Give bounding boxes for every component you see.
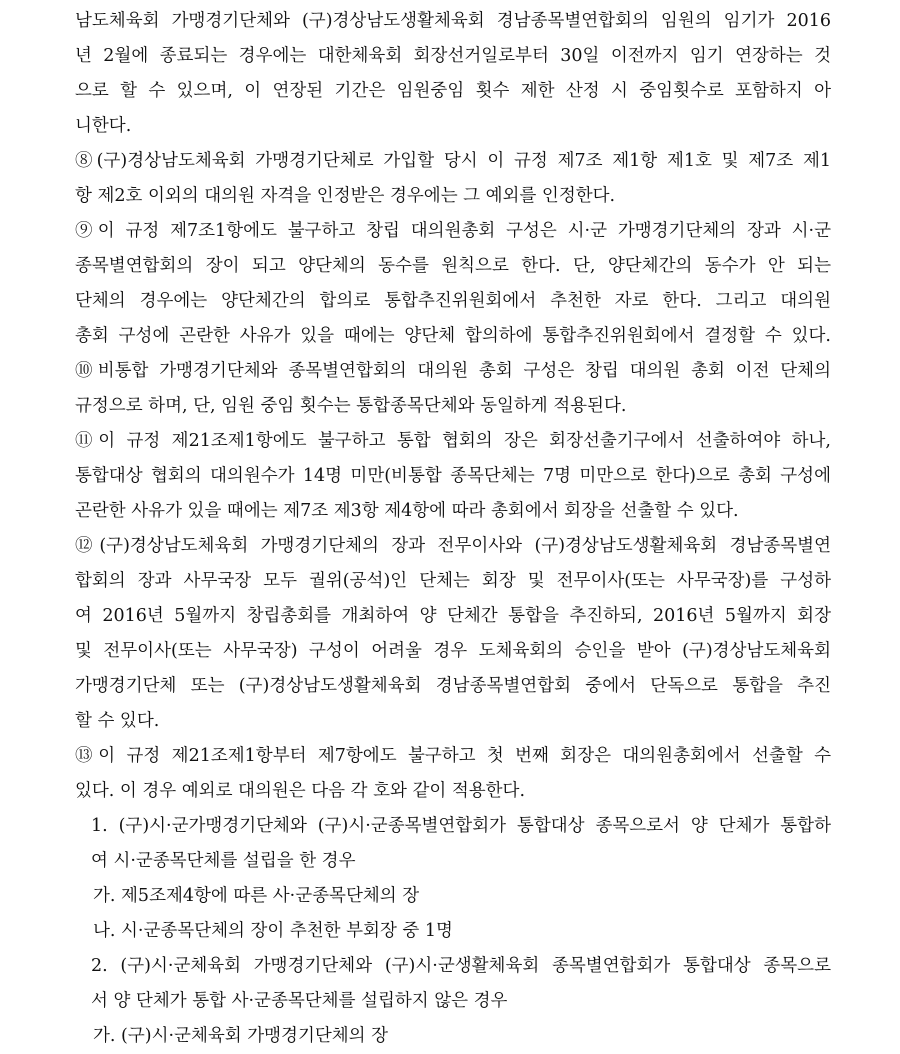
text-line: ⑨이 규정 제7조1항에도 불구하고 창립 대의원총회 구성은 시·군 가맹경기단체의 장과 시·군 — [75, 221, 831, 241]
text-line: 단체의 경우에는 양단체간의 합의로 통합추진위원회에서 추천한 자로 한다. 그리고 대의원 — [75, 291, 831, 311]
text-line: 항 제2호 이외의 대의원 자격을 인정받은 경우에는 그 예외를 인정한다. — [75, 186, 616, 206]
sub-list-item: 나. 시·군종목단체의 장이 추천한 부회장 중 1명 — [93, 921, 453, 941]
list-item: 2. (구)시·군체육회 가맹경기단체와 (구)시·군생활체육회 종목별연합회가 통합대상 종목으로 — [91, 956, 831, 976]
text-line: ⑧(구)경상남도체육회 가맹경기단체로 가입할 당시 이 규정 제7조 제1항 제1호 및 제7조 제1 — [75, 151, 831, 171]
text-line: 있다. 이 경우 예외로 대의원은 다음 각 호와 같이 적용한다. — [75, 781, 526, 801]
text-line: 규정으로 하며, 단, 임원 중임 횟수는 통합종목단체와 동일하게 적용된다. — [75, 396, 627, 416]
text-line: 여 2016년 5월까지 창립총회를 개최하여 양 단체간 통합을 추진하되, 2016년 5월까지 회장 — [75, 606, 831, 626]
text-line: ⑫(구)경상남도체육회 가맹경기단체의 장과 전무이사와 (구)경상남도생활체육회 경남종목별연 — [75, 536, 831, 556]
list-item: 여 시·군종목단체를 설립을 한 경우 — [91, 851, 356, 871]
text-line: 합회의 장과 사무국장 모두 궐위(공석)인 단체는 회장 및 전무이사(또는 사무국장)를 구성하 — [75, 571, 831, 591]
sub-list-item: 가. (구)시·군체육회 가맹경기단체의 장 — [93, 1026, 389, 1046]
text-line: 년 2월에 종료되는 경우에는 대한체육회 회장선거일로부터 30일 이전까지 임기 연장하는 것 — [75, 46, 831, 66]
list-item: 1. (구)시·군가맹경기단체와 (구)시·군종목별연합회가 통합대상 종목으로서 양 단체가 통합하 — [91, 816, 831, 836]
text-line: 니한다. — [75, 116, 132, 136]
text-line: ⑬이 규정 제21조제1항부터 제7항에도 불구하고 첫 번째 회장은 대의원총회에서 선출할 수 — [75, 746, 831, 766]
text-line: 남도체육회 가맹경기단체와 (구)경상남도생활체육회 경남종목별연합회의 임원의 임기가 2016 — [75, 11, 831, 31]
text-line: ⑩비통합 가맹경기단체와 종목별연합회의 대의원 총회 구성은 창립 대의원 총회 이전 단체의 — [75, 361, 831, 381]
text-line: ⑪이 규정 제21조제1항에도 불구하고 통합 협회의 장은 회장선출기구에서 선출하여야 하나, — [75, 431, 831, 451]
text-line: 통합대상 협회의 대의원수가 14명 미만(비통합 종목단체는 7명 미만으로 한다)으로 총회 구성에 — [75, 466, 831, 486]
text-line: 가맹경기단체 또는 (구)경상남도생활체육회 경남종목별연합회 중에서 단독으로 통합을 추진 — [75, 676, 831, 696]
text-line: 및 전무이사(또는 사무국장) 구성이 어려울 경우 도체육회의 승인을 받아 (구)경상남도체육회 — [75, 641, 831, 661]
text-line: 할 수 있다. — [75, 711, 160, 731]
sub-list-item: 가. 제5조제4항에 따른 사·군종목단체의 장 — [93, 886, 420, 906]
text-line: 종목별연합회의 장이 되고 양단체의 동수를 원칙으로 한다. 단, 양단체간의 동수가 안 되는 — [75, 256, 831, 276]
text-line: 곤란한 사유가 있을 때에는 제7조 제3항 제4항에 따라 총회에서 회장을 선출할 수 있다. — [75, 501, 739, 521]
text-line: 으로 할 수 있으며, 이 연장된 기간은 임원중임 횟수 제한 산정 시 중임횟수로 포함하지 아 — [75, 81, 831, 101]
list-item: 서 양 단체가 통합 사·군종목단체를 설립하지 않은 경우 — [91, 991, 508, 1011]
text-line: 총회 구성에 곤란한 사유가 있을 때에는 양단체 합의하에 통합추진위원회에서 결정할 수 있다. — [75, 326, 831, 346]
